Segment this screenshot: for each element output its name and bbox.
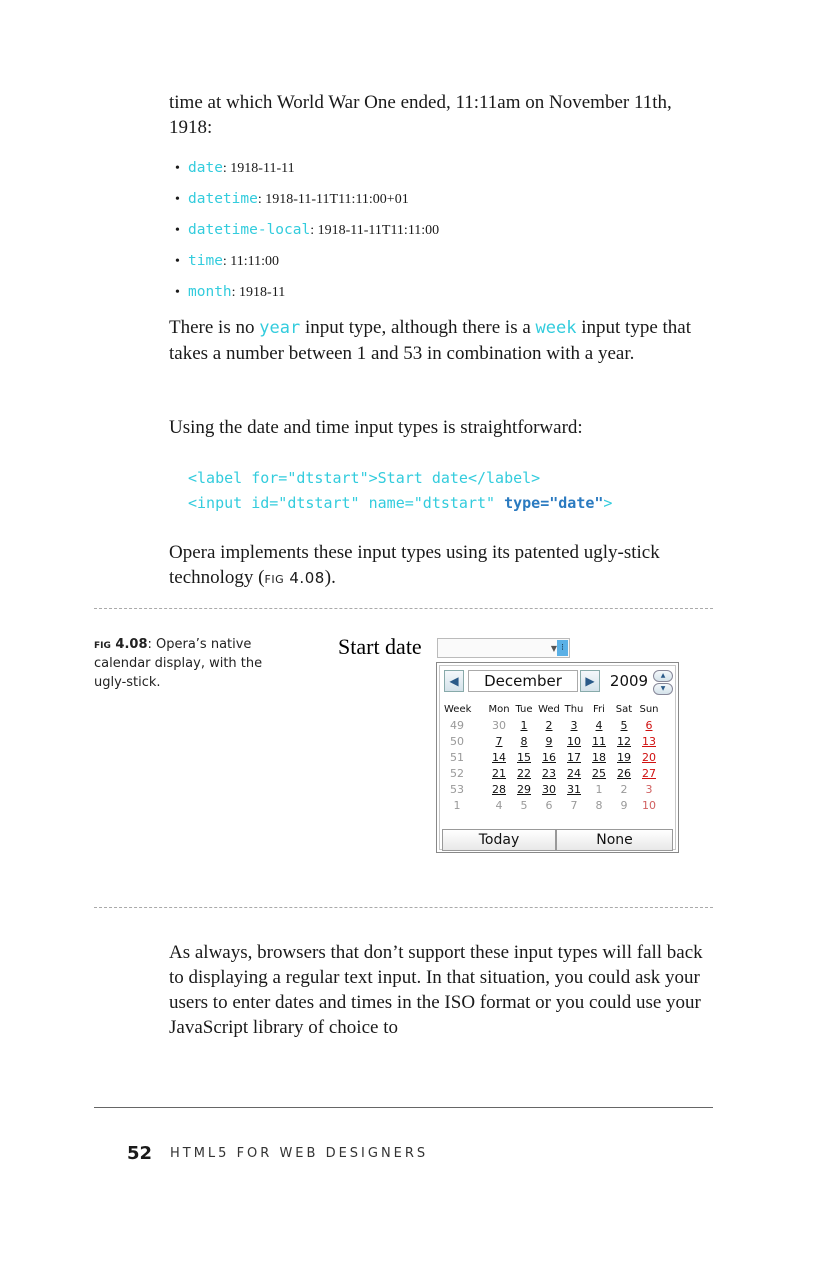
day-cell[interactable]: 1 [520, 719, 528, 732]
weekday-header-row [444, 704, 674, 720]
day-cell[interactable]: 24 [567, 767, 581, 780]
day-cell[interactable]: 30 [492, 719, 506, 732]
footer-rule [94, 1107, 713, 1108]
day-cell[interactable]: 6 [645, 719, 653, 732]
code-term: date [188, 160, 223, 176]
day-cell[interactable]: 11 [592, 735, 606, 748]
day-cell[interactable]: 9 [620, 799, 628, 812]
day-cell[interactable]: 1 [595, 783, 603, 796]
figure-bottom-rule [94, 907, 713, 908]
week-row [444, 719, 674, 735]
list-item: • month: 1918-11 [175, 284, 286, 300]
next-month-button[interactable] [580, 670, 600, 692]
page-number: 52 [127, 1143, 153, 1164]
figure-top-rule [94, 608, 713, 609]
day-cell[interactable]: 3 [570, 719, 578, 732]
day-cell[interactable]: 15 [517, 751, 531, 764]
paragraph-opera: Opera implements these input types using its patented ugly-stick technology (fig 4.08). [169, 542, 660, 588]
day-cell[interactable]: 30 [542, 783, 556, 796]
day-cell[interactable]: 14 [492, 751, 506, 764]
day-cell[interactable]: 29 [517, 783, 531, 796]
day-cell[interactable]: 8 [520, 735, 528, 748]
code-term: time [188, 253, 223, 269]
chevron-down-icon[interactable]: ▼ [653, 683, 673, 695]
day-cell[interactable]: 6 [545, 799, 553, 812]
list-item: • date: 1918-11-11 [175, 160, 295, 176]
day-cell[interactable]: 27 [642, 767, 656, 780]
paragraph-week: There is no year input type, although there is a week input type that takes a number between 1 and 53 in combination with a year. [169, 317, 691, 364]
year-spinner[interactable] [653, 670, 673, 694]
paragraph-usage: Using the date and time input types is straightforward: [169, 417, 583, 438]
dropdown-arrow-icon[interactable]: ▼ [550, 644, 557, 653]
code-term: week [535, 318, 577, 338]
day-cell[interactable]: 25 [592, 767, 606, 780]
paragraph-fallback: As always, browsers that don’t support these input types will fall back to displaying a regular text input. In that situation, you could ask your users to enter dates and times in the ISO format or you could use your JavaScript library of choice to [169, 942, 703, 1038]
day-cell[interactable]: 21 [492, 767, 506, 780]
week-number: 50 [450, 735, 464, 748]
day-cell[interactable]: 8 [595, 799, 603, 812]
week-number: 52 [450, 767, 464, 780]
day-cell[interactable]: 28 [492, 783, 506, 796]
day-cell[interactable]: 16 [542, 751, 556, 764]
code-line: <input id="dtstart" name="dtstart" type="date"> [188, 494, 613, 512]
running-head: HTML5 FOR WEB DESIGNERS [170, 1146, 429, 1161]
week-row [444, 735, 674, 751]
week-row [444, 767, 674, 783]
weekday-header: Mon [488, 704, 510, 715]
figure-label: fig 4.08 [94, 637, 148, 652]
weekday-header: Tue [515, 704, 533, 715]
week-number: 49 [450, 719, 464, 732]
arrow-left-icon: ◀ [449, 674, 459, 688]
code-term: datetime-local [188, 222, 311, 238]
week-row [444, 783, 674, 799]
month-select[interactable]: December [468, 670, 578, 692]
week-number: 51 [450, 751, 464, 764]
arrow-right-icon: ▶ [585, 674, 595, 688]
day-cell[interactable]: 2 [545, 719, 553, 732]
day-cell[interactable]: 20 [642, 751, 656, 764]
code-line: <label for="dtstart">Start date</label> [188, 469, 541, 487]
day-cell[interactable]: 10 [567, 735, 581, 748]
list-item: • time: 11:11:00 [175, 253, 280, 269]
day-cell[interactable]: 3 [645, 783, 653, 796]
paragraph-intro: time at which World War One ended, 11:11am on November 11th, 1918: [169, 92, 672, 138]
day-cell[interactable]: 4 [595, 719, 603, 732]
code-term: month [188, 284, 232, 300]
figure-caption: fig 4.08: Opera’s native calendar display, with the ugly-stick. [94, 637, 263, 690]
calendar-frame [439, 665, 676, 850]
week-number: 53 [450, 783, 464, 796]
day-cell[interactable]: 12 [617, 735, 631, 748]
day-cell[interactable]: 26 [617, 767, 631, 780]
date-type-list [175, 157, 439, 312]
day-cell[interactable]: 2 [620, 783, 628, 796]
code-term: year [259, 318, 301, 338]
weekday-header: Sat [615, 704, 633, 715]
day-cell[interactable]: 7 [495, 735, 503, 748]
day-cell[interactable]: 13 [642, 735, 656, 748]
code-term: datetime [188, 191, 258, 207]
day-cell[interactable]: 19 [617, 751, 631, 764]
code-example [188, 466, 612, 516]
week-row [444, 799, 674, 815]
weekday-header: Wed [538, 704, 560, 715]
weekday-header: Sun [639, 704, 659, 715]
weekday-header: Fri [593, 704, 605, 715]
day-cell[interactable]: 4 [495, 799, 503, 812]
start-date-label: Start date [338, 634, 422, 659]
chevron-up-icon[interactable]: ▲ [653, 670, 673, 682]
day-cell[interactable]: 22 [517, 767, 531, 780]
day-cell[interactable]: 17 [567, 751, 581, 764]
list-item: • datetime: 1918-11-11T11:11:00+01 [175, 191, 409, 207]
day-cell[interactable]: 10 [642, 799, 656, 812]
weekday-header: Thu [564, 704, 584, 715]
week-number: 1 [453, 799, 461, 812]
calendar-popup [436, 662, 679, 853]
prev-month-button[interactable] [444, 670, 464, 692]
day-cell[interactable]: 31 [567, 783, 581, 796]
figure-reference: fig 4.08 [264, 569, 325, 587]
day-cell[interactable]: 5 [620, 719, 628, 732]
day-cell[interactable]: 18 [592, 751, 606, 764]
today-button[interactable]: Today [442, 829, 556, 851]
day-cell[interactable]: 5 [520, 799, 528, 812]
list-item: • datetime-local: 1918-11-11T11:11:00 [175, 222, 440, 238]
date-input[interactable] [437, 638, 570, 658]
spinner-icon[interactable]: ⁝ [557, 640, 568, 656]
weekday-header: Week [444, 704, 472, 715]
day-cell[interactable]: 9 [545, 735, 553, 748]
day-cell[interactable]: 23 [542, 767, 556, 780]
none-button[interactable]: None [556, 829, 673, 851]
day-cell[interactable]: 7 [570, 799, 578, 812]
week-row [444, 751, 674, 767]
year-field[interactable]: 2009 [609, 672, 649, 690]
